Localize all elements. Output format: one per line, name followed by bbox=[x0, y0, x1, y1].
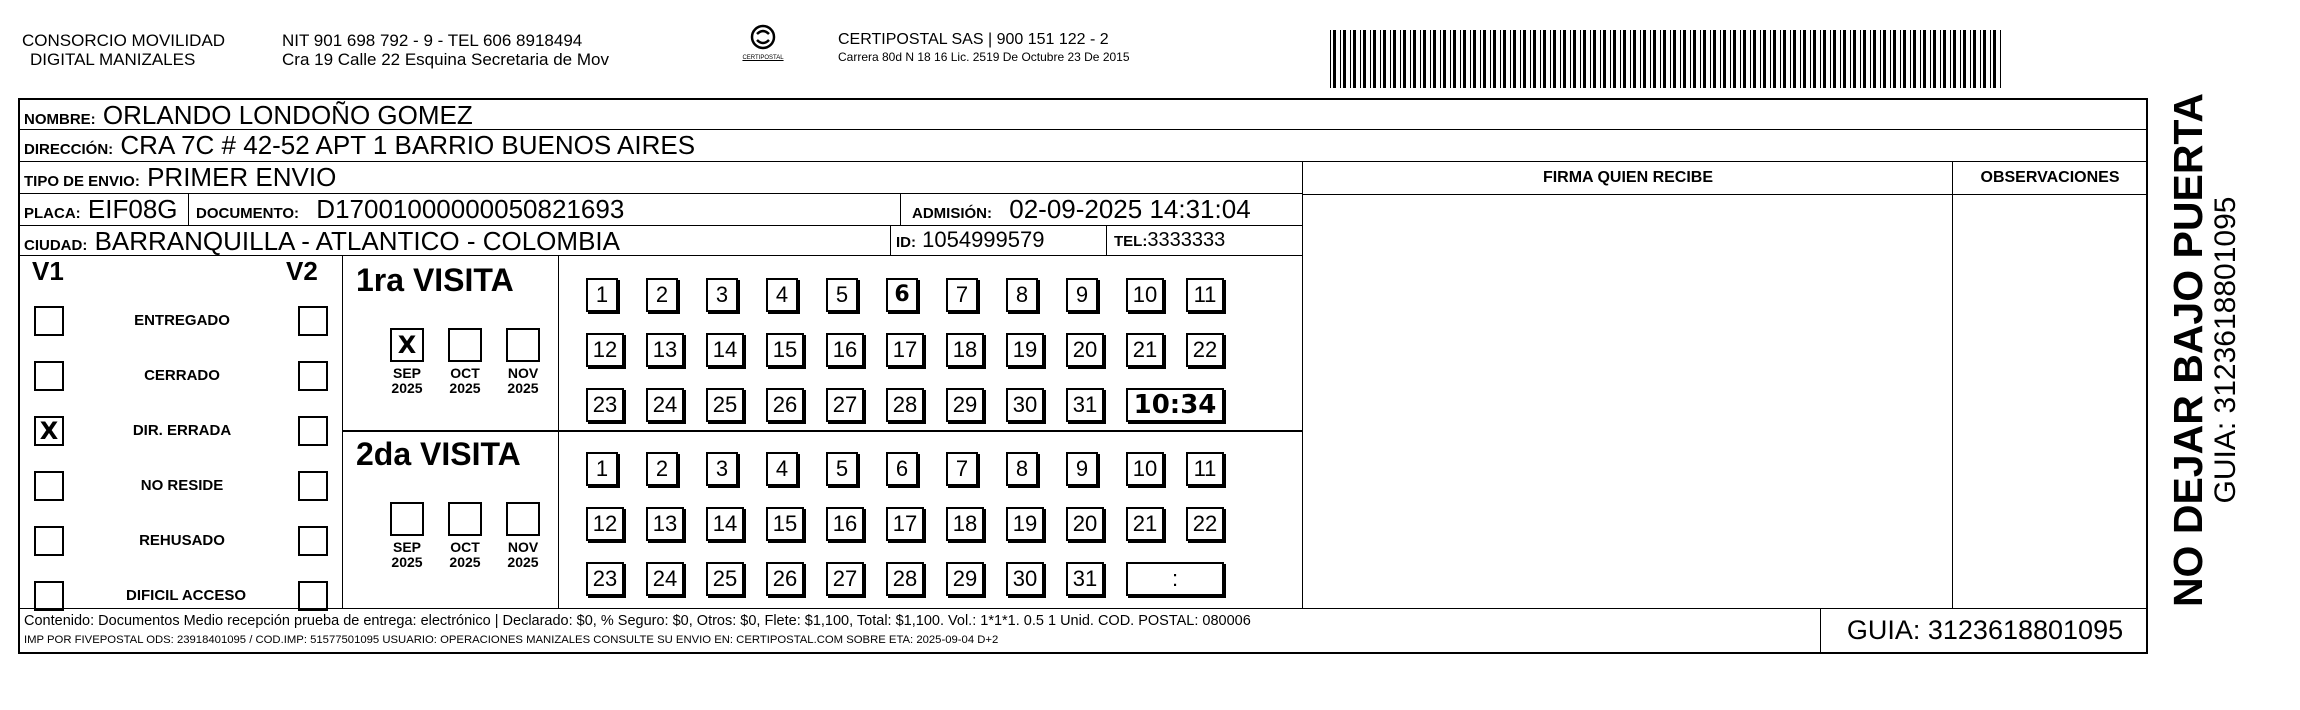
day-box: 13 bbox=[646, 333, 684, 367]
day-box: 21 bbox=[1126, 507, 1164, 541]
month-checkbox bbox=[448, 502, 482, 536]
placa-row: PLACA: EIF08G bbox=[20, 194, 1302, 226]
v2-checkbox bbox=[298, 416, 328, 446]
barcode-bar bbox=[1353, 30, 1356, 88]
barcode-bar bbox=[1663, 30, 1666, 88]
day-box: 22 bbox=[1186, 333, 1224, 367]
v2-checkbox bbox=[298, 526, 328, 556]
barcode-bar bbox=[1843, 30, 1846, 88]
barcode-bar bbox=[1723, 30, 1726, 88]
barcode-bar bbox=[1533, 30, 1536, 88]
barcode-bar bbox=[1820, 30, 1821, 88]
barcode-bar bbox=[1690, 30, 1691, 88]
barcode-bar bbox=[1343, 30, 1346, 88]
barcode-bar bbox=[1573, 30, 1576, 88]
barcode-bar bbox=[1973, 30, 1976, 88]
barcode-bar bbox=[1433, 30, 1436, 88]
barcode-bar bbox=[1930, 30, 1931, 88]
divider bbox=[20, 608, 2146, 609]
day-box: 20 bbox=[1066, 507, 1104, 541]
day-box: 5 bbox=[826, 278, 858, 312]
day-box: 26 bbox=[766, 562, 804, 596]
barcode-bar bbox=[1733, 30, 1736, 88]
month-name: NOV bbox=[507, 365, 539, 381]
barcode-bar bbox=[1363, 30, 1366, 88]
barcode-bar bbox=[1703, 30, 1706, 88]
month-checkbox bbox=[506, 502, 540, 536]
barcode-bar bbox=[1680, 30, 1681, 88]
day-box: 12 bbox=[586, 333, 624, 367]
barcode-bar bbox=[1453, 30, 1456, 88]
day-box: 25 bbox=[706, 388, 744, 422]
day-box: 21 bbox=[1126, 333, 1164, 367]
barcode-bar bbox=[1720, 30, 1721, 88]
divider bbox=[558, 256, 559, 608]
barcode-bar bbox=[1920, 30, 1921, 88]
barcode-bar bbox=[1640, 30, 1641, 88]
side-warning: NO DEJAR BAJO PUERTA bbox=[2165, 92, 2211, 608]
v1-header: V1 bbox=[32, 256, 64, 286]
barcode-bar bbox=[1963, 30, 1966, 88]
month-label bbox=[501, 540, 545, 570]
status-label: NO RESIDE bbox=[140, 477, 224, 494]
day-box: 10 bbox=[1126, 278, 1164, 312]
admision-field: ADMISIÓN: 02-09-2025 14:31:04 bbox=[912, 194, 1251, 224]
barcode-bar bbox=[1333, 30, 1336, 88]
day-box: 15 bbox=[766, 333, 804, 367]
barcode-bar bbox=[1880, 30, 1881, 88]
month-year: 2025 bbox=[391, 554, 423, 570]
day-box: 9 bbox=[1066, 452, 1098, 486]
month-year: 2025 bbox=[449, 554, 481, 570]
divider bbox=[890, 226, 891, 256]
barcode-bar bbox=[1440, 30, 1441, 88]
day-box: 3 bbox=[706, 278, 738, 312]
barcode-bar bbox=[1840, 30, 1841, 88]
month-name: OCT bbox=[450, 539, 480, 555]
barcode-bar bbox=[1473, 30, 1476, 88]
barcode-bar bbox=[1933, 30, 1936, 88]
barcode-bar bbox=[1550, 30, 1551, 88]
day-box: 16 bbox=[826, 333, 864, 367]
month-checkbox bbox=[448, 328, 482, 362]
barcode-bar bbox=[1780, 30, 1781, 88]
barcode-bar bbox=[1763, 30, 1766, 88]
barcode-bar bbox=[1713, 30, 1716, 88]
barcode-bar bbox=[1903, 30, 1906, 88]
divider bbox=[188, 194, 189, 226]
barcode-bar bbox=[1770, 30, 1771, 88]
tel-field: TEL:3333333 bbox=[1114, 229, 1226, 251]
day-box: 1 bbox=[586, 452, 618, 486]
barcode-bar bbox=[1793, 30, 1796, 88]
tipo-envio-value: PRIMER ENVIO bbox=[147, 162, 337, 192]
firma-header: FIRMA QUIEN RECIBE bbox=[1542, 169, 1714, 186]
day-box: 11 bbox=[1186, 452, 1224, 486]
barcode-bar bbox=[1740, 30, 1741, 88]
barcode-bar bbox=[1330, 30, 1331, 88]
day-box: 5 bbox=[826, 452, 858, 486]
day-box: 28 bbox=[886, 562, 924, 596]
barcode-bar bbox=[1603, 30, 1606, 88]
barcode-bar bbox=[1570, 30, 1571, 88]
day-box: 12 bbox=[586, 507, 624, 541]
barcode-bar bbox=[1623, 30, 1626, 88]
documento-field: DOCUMENTO: D17001000000050821693 bbox=[196, 194, 625, 224]
barcode-bar bbox=[1483, 30, 1486, 88]
barcode-bar bbox=[1503, 30, 1506, 88]
day-box: 8 bbox=[1006, 452, 1038, 486]
company-nit: NIT 901 698 792 - 9 - TEL 606 8918494 Cra 19 Calle 22 Esquina Secretaria de Mov bbox=[282, 31, 609, 69]
barcode-bar bbox=[1850, 30, 1851, 88]
v1-checkbox bbox=[34, 361, 64, 391]
barcode-bar bbox=[1420, 30, 1421, 88]
day-box: 6 bbox=[886, 278, 918, 312]
day-box: 30 bbox=[1006, 388, 1044, 422]
barcode-bar bbox=[1510, 30, 1511, 88]
barcode-bar bbox=[1500, 30, 1501, 88]
day-box: 24 bbox=[646, 562, 684, 596]
day-box: 31 bbox=[1066, 562, 1104, 596]
barcode-bar bbox=[1983, 30, 1986, 88]
barcode-bar bbox=[1660, 30, 1661, 88]
guide-form bbox=[18, 98, 2148, 654]
day-box: 18 bbox=[946, 507, 984, 541]
month-checkbox bbox=[390, 502, 424, 536]
barcode-bar bbox=[1890, 30, 1891, 88]
barcode-bar bbox=[1383, 30, 1386, 88]
barcode-bar bbox=[1460, 30, 1461, 88]
v2-checkbox bbox=[298, 361, 328, 391]
day-box: 27 bbox=[826, 388, 864, 422]
barcode-bar bbox=[1513, 30, 1516, 88]
barcode-bar bbox=[1800, 30, 1801, 88]
barcode-bar bbox=[1943, 30, 1946, 88]
day-box: 31 bbox=[1066, 388, 1104, 422]
day-box: 17 bbox=[886, 333, 924, 367]
barcode-bar bbox=[1910, 30, 1911, 88]
barcode-bar bbox=[1633, 30, 1636, 88]
barcode-bar bbox=[1530, 30, 1531, 88]
barcode-bar bbox=[1493, 30, 1496, 88]
barcode-bar bbox=[1590, 30, 1591, 88]
footer-guia: GUIA: 3123618801095 bbox=[1846, 615, 2124, 645]
barcode-bar bbox=[1743, 30, 1746, 88]
side-label bbox=[2150, 92, 2258, 608]
status-label: DIFICIL ACCESO bbox=[125, 587, 246, 604]
barcode-bar bbox=[1990, 30, 1991, 88]
day-box: 23 bbox=[586, 388, 624, 422]
barcode-bar bbox=[1913, 30, 1916, 88]
day-box: 16 bbox=[826, 507, 864, 541]
barcode-bar bbox=[1393, 30, 1396, 88]
barcode-bar bbox=[1810, 30, 1811, 88]
barcode-bar bbox=[1683, 30, 1686, 88]
divider bbox=[1106, 226, 1107, 256]
day-box: 19 bbox=[1006, 507, 1044, 541]
day-box: 2 bbox=[646, 278, 678, 312]
barcode-bar bbox=[1673, 30, 1676, 88]
admision-value: 02-09-2025 14:31:04 bbox=[1009, 194, 1251, 224]
month-name: OCT bbox=[450, 365, 480, 381]
barcode-bar bbox=[1593, 30, 1596, 88]
barcode-bar bbox=[2000, 30, 2001, 88]
barcode-bar bbox=[1970, 30, 1971, 88]
barcode-bar bbox=[1790, 30, 1791, 88]
barcode-bar bbox=[1900, 30, 1901, 88]
tipo-envio-row: TIPO DE ENVIO: PRIMER ENVIO bbox=[20, 162, 1302, 194]
barcode-bar bbox=[1700, 30, 1701, 88]
barcode-bar bbox=[1563, 30, 1566, 88]
footer-content: Contenido: Documentos Medio recepción prueba de entrega: electrónico | Declarado: $0, % Seguro: $0, Otros: $0, Flete: $1,100, Total: $1,100. Vol.: 1*1*1. 0.5 1 Unid. COD. POSTAL: 080006 bbox=[24, 613, 1251, 629]
barcode-bar bbox=[1853, 30, 1856, 88]
tel-value: 3333333 bbox=[1147, 229, 1226, 251]
day-box: 29 bbox=[946, 388, 984, 422]
day-box: 22 bbox=[1186, 507, 1224, 541]
divider bbox=[900, 194, 901, 226]
documento-value: D17001000000050821693 bbox=[316, 194, 625, 224]
v1-checkbox bbox=[34, 306, 64, 336]
month-checkbox bbox=[506, 328, 540, 362]
barcode-bar bbox=[1860, 30, 1861, 88]
barcode-bar bbox=[1583, 30, 1586, 88]
day-box: 19 bbox=[1006, 333, 1044, 367]
month-name: SEP bbox=[392, 539, 421, 555]
day-box: 4 bbox=[766, 452, 798, 486]
id-field: ID: 1054999579 bbox=[896, 227, 1045, 252]
barcode-bar bbox=[1833, 30, 1836, 88]
nombre-value: ORLANDO LONDOÑO GOMEZ bbox=[102, 100, 473, 130]
barcode-bar bbox=[1750, 30, 1751, 88]
month-name: SEP bbox=[392, 365, 421, 381]
day-box: 28 bbox=[886, 388, 924, 422]
barcode-bar bbox=[1370, 30, 1371, 88]
ciudad-row: CIUDAD: BARRANQUILLA - ATLANTICO - COLOMBIA bbox=[20, 226, 1302, 256]
month-year: 2025 bbox=[507, 554, 539, 570]
status-label: ENTREGADO bbox=[134, 312, 230, 329]
day-box: 20 bbox=[1066, 333, 1104, 367]
day-box: 26 bbox=[766, 388, 804, 422]
month-label bbox=[385, 540, 429, 570]
barcode-bar bbox=[1553, 30, 1556, 88]
barcode-bar bbox=[1543, 30, 1546, 88]
day-box: 13 bbox=[646, 507, 684, 541]
direccion-value: CRA 7C # 42-52 APT 1 BARRIO BUENOS AIRES bbox=[120, 130, 696, 160]
barcode-bar bbox=[1600, 30, 1601, 88]
barcode-bar bbox=[1823, 30, 1826, 88]
barcode-bar bbox=[1523, 30, 1526, 88]
day-box: 9 bbox=[1066, 278, 1098, 312]
id-value: 1054999579 bbox=[922, 227, 1045, 252]
day-box: 11 bbox=[1186, 278, 1224, 312]
status-label: CERRADO bbox=[144, 367, 220, 384]
logo-icon bbox=[748, 24, 778, 50]
barcode-bar bbox=[1923, 30, 1926, 88]
day-box: 27 bbox=[826, 562, 864, 596]
day-box: 30 bbox=[1006, 562, 1044, 596]
divider bbox=[342, 256, 343, 608]
barcode-bar bbox=[1620, 30, 1621, 88]
month-label bbox=[501, 366, 545, 396]
barcode-bar bbox=[1643, 30, 1646, 88]
status-label: REHUSADO bbox=[139, 532, 225, 549]
barcode-bar bbox=[1520, 30, 1521, 88]
month-label bbox=[385, 366, 429, 396]
day-box: 24 bbox=[646, 388, 684, 422]
barcode-bar bbox=[1423, 30, 1426, 88]
second-visit-title: 2da VISITA bbox=[356, 436, 521, 472]
day-box: 15 bbox=[766, 507, 804, 541]
barcode-bar bbox=[1403, 30, 1406, 88]
day-box: 3 bbox=[706, 452, 738, 486]
barcode-bar bbox=[1340, 30, 1341, 88]
v1-checkbox: X bbox=[34, 416, 64, 446]
day-box: 14 bbox=[706, 333, 744, 367]
barcode-bar bbox=[1773, 30, 1776, 88]
first-visit-title: 1ra VISITA bbox=[356, 262, 514, 298]
certipostal-logo: CERTIPOSTAL bbox=[730, 24, 796, 62]
barcode-bar bbox=[1870, 30, 1871, 88]
footer-print-info: IMP POR FIVEPOSTAL ODS: 23918401095 / COD.IMP: 51577501095 USUARIO: OPERACIONES MANIZALES CONSULTE SU ENVIO EN: CERTIPOSTAL.COM SOBRE ETA: 2025-09-04 D+2 bbox=[24, 634, 999, 646]
barcode-bar bbox=[1803, 30, 1806, 88]
barcode-bar bbox=[1360, 30, 1361, 88]
barcode-bar bbox=[1400, 30, 1401, 88]
barcode-bar bbox=[1670, 30, 1671, 88]
day-box: 23 bbox=[586, 562, 624, 596]
day-box: 7 bbox=[946, 278, 978, 312]
side-guia: GUIA: 3123618801095 bbox=[2209, 196, 2242, 504]
barcode-bar bbox=[1883, 30, 1886, 88]
barcode-bar bbox=[1463, 30, 1466, 88]
day-box: 14 bbox=[706, 507, 744, 541]
day-box: 25 bbox=[706, 562, 744, 596]
barcode-bar bbox=[1693, 30, 1696, 88]
barcode-bar bbox=[1980, 30, 1981, 88]
v2-checkbox bbox=[298, 581, 328, 611]
barcode-bar bbox=[1350, 30, 1351, 88]
barcode-bar bbox=[1413, 30, 1416, 88]
nombre-row: NOMBRE: ORLANDO LONDOÑO GOMEZ bbox=[20, 100, 2146, 130]
barcode-bar bbox=[1540, 30, 1541, 88]
v2-header: V2 bbox=[286, 256, 318, 286]
month-year: 2025 bbox=[391, 380, 423, 396]
day-box: 6 bbox=[886, 452, 918, 486]
day-box: 29 bbox=[946, 562, 984, 596]
barcode-bar bbox=[1390, 30, 1391, 88]
month-year: 2025 bbox=[449, 380, 481, 396]
barcode-bar bbox=[1613, 30, 1616, 88]
day-box: 10 bbox=[1126, 452, 1164, 486]
barcode bbox=[1330, 30, 2010, 88]
day-box: 1 bbox=[586, 278, 618, 312]
divider bbox=[1302, 162, 1303, 608]
month-checkbox: X bbox=[390, 328, 424, 362]
day-box: 2 bbox=[646, 452, 678, 486]
barcode-bar bbox=[1940, 30, 1941, 88]
divider bbox=[1952, 162, 1953, 608]
barcode-bar bbox=[1953, 30, 1956, 88]
month-year: 2025 bbox=[507, 380, 539, 396]
barcode-bar bbox=[1863, 30, 1866, 88]
barcode-bar bbox=[1653, 30, 1656, 88]
barcode-bar bbox=[1490, 30, 1491, 88]
visit-time: : bbox=[1126, 562, 1224, 596]
barcode-bar bbox=[1380, 30, 1381, 88]
barcode-bar bbox=[1430, 30, 1431, 88]
barcode-bar bbox=[1480, 30, 1481, 88]
month-label bbox=[443, 366, 487, 396]
barcode-bar bbox=[1610, 30, 1611, 88]
month-name: NOV bbox=[507, 539, 539, 555]
barcode-bar bbox=[1873, 30, 1876, 88]
divider bbox=[1302, 194, 2146, 195]
v1-checkbox bbox=[34, 526, 64, 556]
v2-checkbox bbox=[298, 306, 328, 336]
barcode-bar bbox=[1710, 30, 1711, 88]
day-box: 4 bbox=[766, 278, 798, 312]
observaciones-header: OBSERVACIONES bbox=[1980, 169, 2120, 186]
ciudad-value: BARRANQUILLA - ATLANTICO - COLOMBIA bbox=[94, 226, 620, 256]
barcode-bar bbox=[1753, 30, 1756, 88]
direccion-row: DIRECCIÓN: CRA 7C # 42-52 APT 1 BARRIO BUENOS AIRES bbox=[20, 130, 2146, 162]
day-box: 8 bbox=[1006, 278, 1038, 312]
barcode-bar bbox=[1760, 30, 1761, 88]
barcode-bar bbox=[1950, 30, 1951, 88]
barcode-bar bbox=[1893, 30, 1896, 88]
divider bbox=[1820, 608, 1821, 652]
barcode-bar bbox=[1830, 30, 1831, 88]
v2-checkbox bbox=[298, 471, 328, 501]
barcode-bar bbox=[1580, 30, 1581, 88]
day-box: 17 bbox=[886, 507, 924, 541]
day-box: 7 bbox=[946, 452, 978, 486]
v1-checkbox bbox=[34, 581, 64, 611]
barcode-bar bbox=[1993, 30, 1996, 88]
status-label: DIR. ERRADA bbox=[132, 422, 232, 439]
barcode-bar bbox=[1630, 30, 1631, 88]
barcode-bar bbox=[1470, 30, 1471, 88]
company-name: CONSORCIO MOVILIDAD DIGITAL MANIZALES bbox=[22, 31, 226, 69]
carrier-info: CERTIPOSTAL SAS | 900 151 122 - 2 Carrera 80d N 18 16 Lic. 2519 De Octubre 23 De 2015 bbox=[838, 31, 1130, 64]
barcode-bar bbox=[1730, 30, 1731, 88]
v1-checkbox bbox=[34, 471, 64, 501]
placa-value: EIF08G bbox=[87, 194, 178, 224]
day-box: 18 bbox=[946, 333, 984, 367]
barcode-bar bbox=[1373, 30, 1376, 88]
barcode-bar bbox=[1783, 30, 1786, 88]
month-label bbox=[443, 540, 487, 570]
divider bbox=[342, 430, 1302, 432]
visit-time: 10:34 bbox=[1126, 388, 1224, 422]
barcode-bar bbox=[1410, 30, 1411, 88]
barcode-bar bbox=[1560, 30, 1561, 88]
barcode-bar bbox=[1443, 30, 1446, 88]
barcode-bar bbox=[1450, 30, 1451, 88]
barcode-bar bbox=[1650, 30, 1651, 88]
barcode-bar bbox=[1813, 30, 1816, 88]
barcode-bar bbox=[1960, 30, 1961, 88]
